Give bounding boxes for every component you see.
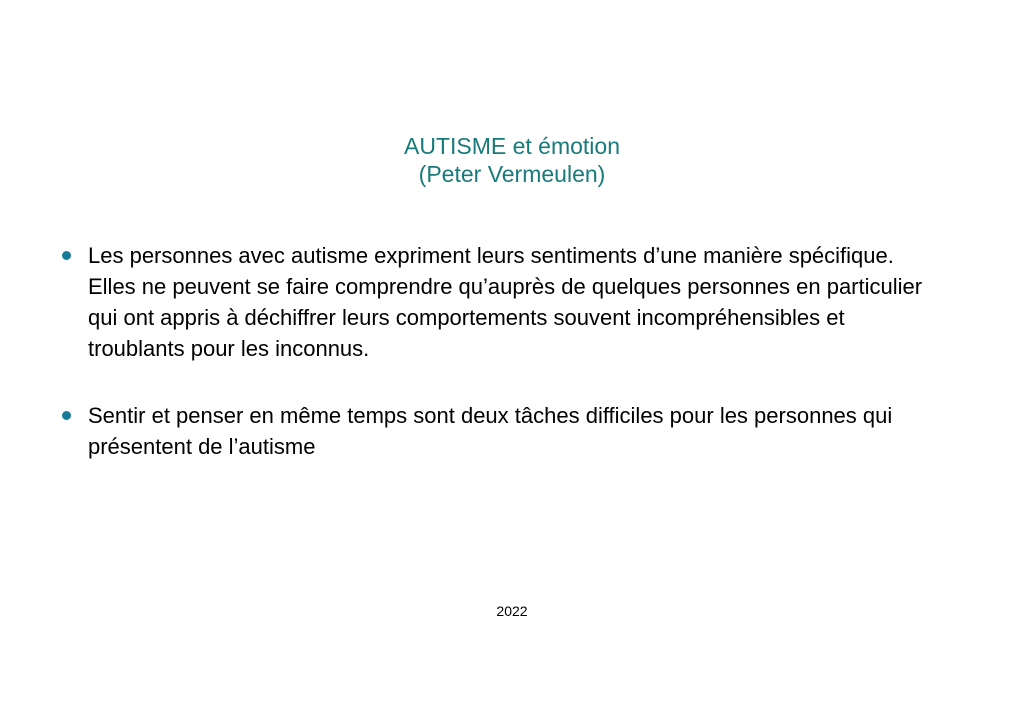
bullet-item bbox=[60, 400, 940, 462]
bullet-text: Sentir et penser en même temps sont deux tâches difficiles pour les personnes qui présentent de l’autisme bbox=[88, 403, 893, 459]
bullet-dot-icon bbox=[62, 251, 71, 260]
slide-title bbox=[0, 132, 1024, 188]
bullet-dot-icon bbox=[62, 411, 71, 420]
bullet-text: Les personnes avec autisme expriment leurs sentiments d’une manière spécifique. Elles ne peuvent se faire comprendre qu’auprès de quelques personnes en particulier qui ont appris à déchiffrer leurs comportements souvent incompréhensibles et troublants pour les inconnus. bbox=[88, 243, 923, 361]
title-line-2: (Peter Vermeulen) bbox=[418, 161, 606, 187]
title-line-1: AUTISME et émotion bbox=[403, 133, 621, 159]
bullet-list bbox=[60, 240, 940, 498]
bullet-item bbox=[60, 240, 940, 364]
footer-year: 2022 bbox=[496, 603, 528, 619]
